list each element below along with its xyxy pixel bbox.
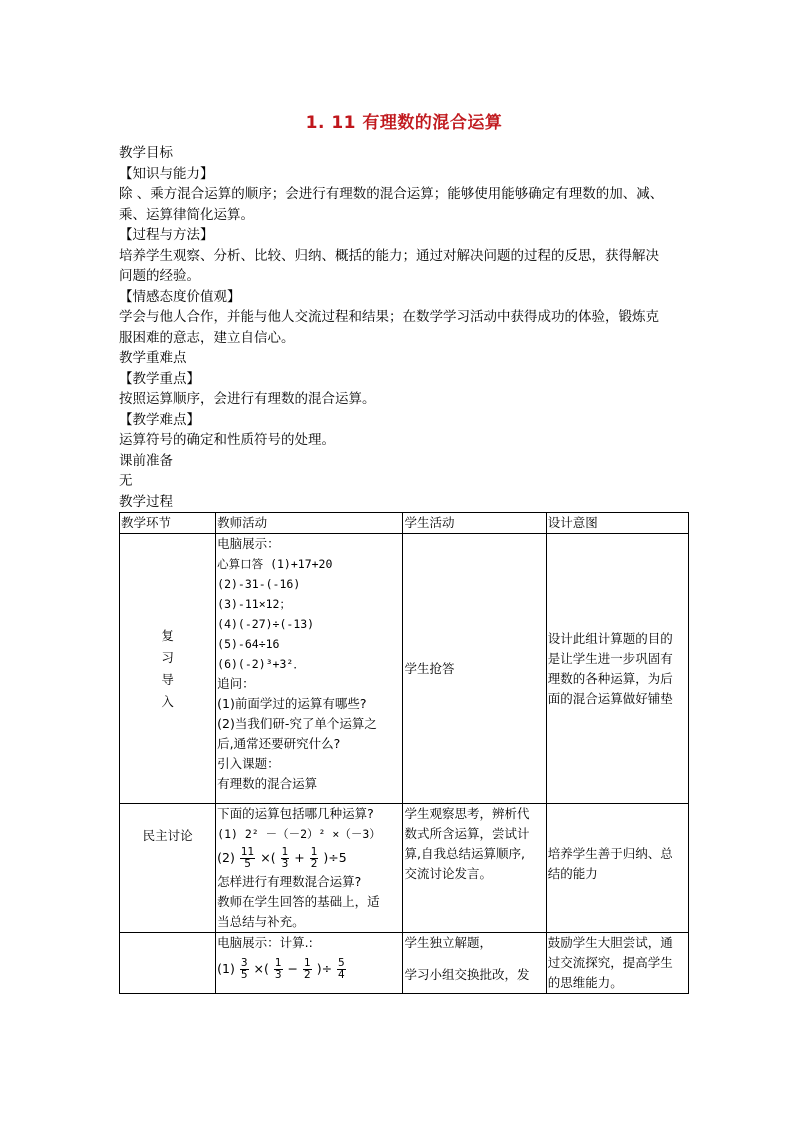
- teacher-line: (2)-31-(-16): [217, 577, 301, 591]
- teacher-line: (4)(-27)÷(-13): [217, 617, 315, 631]
- design-intent-practice: [546, 933, 688, 994]
- teacher-line: 电脑展示：计算.:: [217, 935, 313, 950]
- process-line-2: 问题的经验。: [119, 268, 200, 284]
- teacher-line: 追问：: [217, 676, 255, 691]
- intent-line: 结的能力: [547, 866, 598, 881]
- teacher-line: (5)-64÷16: [217, 637, 280, 651]
- page-title: 1. 11 有理数的混合运算: [305, 113, 503, 133]
- keypoints-heading: 教学重难点: [119, 350, 187, 366]
- focus-text: 按照运算顺序，会进行有理数的混合运算。: [119, 391, 376, 407]
- math-expression-3: [217, 953, 401, 985]
- intent-line: 过交流探究，提高学生: [547, 955, 673, 970]
- stage-discussion: 民主讨论: [120, 804, 216, 933]
- expr-prefix: (1): [217, 961, 235, 976]
- student-line: 学生独立解题，: [404, 935, 492, 950]
- teacher-question: 下面的运算包括哪几种运算?: [217, 806, 374, 821]
- expr-prefix: (2): [217, 850, 235, 865]
- emotion-line-1: 学会与他人合作，并能与他人交流过程和结果；在数学学习活动中获得成功的体验，锻炼克: [119, 309, 659, 325]
- teacher-line: 心算口答 (1)+17+20: [217, 557, 333, 571]
- fraction-numerator: 1: [304, 957, 311, 969]
- teacher-line: 后,通常还要研究什么?: [217, 736, 341, 751]
- student-line: 算,自我总结运算顺序,: [404, 846, 525, 861]
- operator: ×(: [260, 850, 276, 865]
- stage-review: [120, 534, 216, 804]
- fraction-denominator: 4: [338, 969, 345, 981]
- prep-text: 无: [119, 473, 133, 489]
- student-activity-practice: [403, 933, 546, 994]
- fraction: [337, 958, 346, 981]
- teacher-activity-discussion: [216, 804, 403, 933]
- knowledge-line-1: 除 、乘方混合运算的顺序；会进行有理数的混合运算；能够使用能够确定有理数的加、减、: [119, 186, 664, 202]
- teacher-line: (1)前面学过的运算有哪些?: [217, 696, 367, 711]
- teacher-line: 教师在学生回答的基础上，适: [217, 894, 380, 909]
- intent-line: 是让学生进一步巩固有: [547, 650, 673, 666]
- table-row-practice: [120, 933, 689, 994]
- difficulty-heading: 【教学难点】: [119, 411, 200, 428]
- fraction-numerator: 3: [240, 957, 248, 969]
- math-expression-2: [217, 844, 401, 872]
- emotion-line-2: 服困难的意志，建立自信心。: [119, 329, 295, 346]
- fraction-denominator: 3: [281, 858, 289, 870]
- student-activity-discussion: [403, 804, 546, 933]
- header-stage: 教学环节: [120, 513, 216, 534]
- intent-line: 设计此组计算题的目的: [547, 630, 673, 646]
- focus-heading: 【教学重点】: [119, 370, 200, 387]
- fraction-numerator: 5: [338, 957, 345, 969]
- stage-char: 习: [161, 649, 174, 665]
- fraction-denominator: 5: [240, 969, 248, 981]
- process-table-heading: 教学过程: [119, 493, 173, 510]
- table-header-row: [120, 513, 689, 534]
- intent-line: 鼓励学生大胆尝试，通: [547, 935, 673, 950]
- operator: )÷: [316, 961, 333, 976]
- header-student: 学生活动: [403, 513, 546, 534]
- fraction: [281, 847, 290, 870]
- teacher-line: 怎样进行有理数混合运算?: [217, 874, 362, 889]
- teacher-line: 引入课题：: [217, 756, 280, 771]
- fraction-numerator: 11: [240, 846, 255, 858]
- fraction-numerator: 1: [274, 957, 282, 969]
- teacher-line: (2)当我们研-究了单个运算之: [217, 716, 377, 731]
- student-line: 数式所含运算，尝试计: [404, 826, 530, 841]
- teacher-line: 有理数的混合运算: [217, 776, 318, 791]
- intent-line: 理数的各种运算，为后: [547, 670, 673, 686]
- knowledge-line-2: 乘、运算律简化运算。: [119, 206, 254, 223]
- prep-heading: 课前准备: [119, 452, 173, 469]
- teacher-line: (3)-11×12；: [217, 597, 291, 611]
- operator: )÷5: [323, 850, 347, 865]
- fraction-denominator: 3: [274, 969, 282, 981]
- stage-char: 复: [161, 627, 174, 643]
- student-line: 学生观察思考，辨析代: [404, 806, 530, 821]
- stage-char: 入: [161, 693, 174, 709]
- process-method-heading: 【过程与方法】: [119, 227, 214, 243]
- teacher-line: (6)(-2)³+3²．: [217, 657, 305, 671]
- fraction: [310, 847, 319, 870]
- table-row-review: [120, 534, 689, 804]
- operator: ×(: [253, 961, 269, 976]
- fraction-numerator: 1: [281, 846, 289, 858]
- header-intent: 设计意图: [546, 513, 688, 534]
- design-intent-review: [546, 534, 688, 804]
- fraction: [303, 958, 312, 981]
- difficulty-text: 运算符号的确定和性质符号的处理。: [119, 432, 335, 448]
- stage-char: 导: [161, 671, 174, 687]
- fraction: [240, 847, 255, 870]
- math-expression-1: (1) 2² －（－2）² ×（－3）: [217, 827, 381, 841]
- emotion-heading: 【情感态度价值观】: [119, 288, 241, 305]
- teacher-activity-review: [216, 534, 403, 804]
- document-page: [119, 104, 689, 994]
- intent-line: 培养学生善于归纳、总: [547, 846, 673, 861]
- process-line-1: 培养学生观察、分析、比较、归纳、概括的能力；通过对解决问题的过程的反思，获得解决: [119, 247, 659, 264]
- fraction-numerator: 1: [310, 846, 318, 858]
- student-line: 学习小组交换批改，发: [404, 967, 530, 982]
- intent-line: 面的混合运算做好铺垫: [547, 690, 673, 706]
- fraction: [274, 958, 283, 981]
- intent-line: 的思维能力。: [547, 975, 623, 990]
- operator: −: [287, 961, 299, 976]
- fraction: [240, 958, 249, 981]
- objectives-heading: 教学目标: [119, 145, 173, 161]
- header-teacher: 教师活动: [216, 513, 403, 534]
- teacher-line: 电脑展示：: [217, 536, 280, 551]
- teacher-activity-practice: [216, 933, 403, 994]
- table-row-discussion: [120, 804, 689, 933]
- operator: +: [294, 850, 305, 865]
- teaching-process-table: [119, 512, 689, 994]
- knowledge-heading: 【知识与能力】: [119, 165, 214, 182]
- fraction-denominator: 2: [304, 969, 311, 981]
- stage-practice: [120, 933, 216, 994]
- student-activity-review: 学生抢答: [403, 534, 546, 804]
- fraction-denominator: 5: [244, 858, 251, 870]
- design-intent-discussion: [546, 804, 688, 933]
- fraction-denominator: 2: [310, 858, 318, 870]
- teacher-line: 当总结与补充。: [217, 914, 305, 929]
- student-line: 交流讨论发言。: [404, 866, 492, 881]
